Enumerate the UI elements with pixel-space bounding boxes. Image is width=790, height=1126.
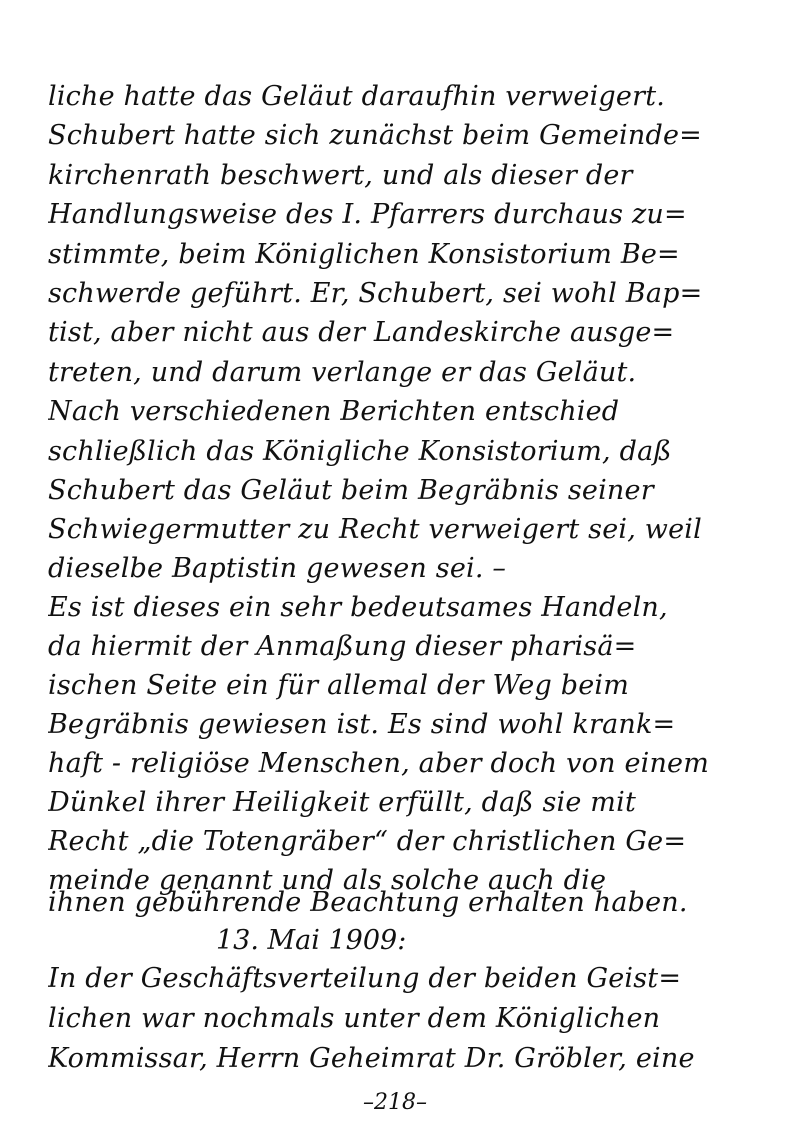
text-line-22: ihnen gebührende Beachtung erhalten haben.: [48, 887, 688, 918]
text-line-16: ischen Seite ein für allemal der Weg beim: [48, 670, 630, 701]
text-line-19: Dünkel ihrer Heiligkeit erfüllt, daß sie mit: [48, 787, 636, 818]
text-line-6: schwerde geführt. Er, Schubert, sei wohl Bap=: [48, 278, 703, 309]
text-line-21: meinde genannt und als solche auch die: [48, 865, 607, 896]
text-line-1: liche hatte das Geläut daraufhin verweigert.: [48, 81, 666, 112]
text-line-11: Schubert das Geläut beim Begräbnis seiner: [48, 475, 654, 506]
date-heading: 13. Mai 1909:: [216, 925, 407, 956]
text-line-15: da hiermit der Anmaßung dieser pharisä=: [48, 631, 637, 662]
text-line-13: dieselbe Baptistin gewesen sei. –: [48, 553, 507, 584]
text-line-8: treten, und darum verlange er das Geläut.: [48, 357, 637, 388]
text-line-17: Begräbnis gewiesen ist. Es sind wohl krank=: [48, 709, 676, 740]
text-line-3: kirchenrath beschwert, und als dieser der: [48, 160, 633, 191]
text-line-7: tist, aber nicht aus der Landeskirche ausge=: [48, 317, 675, 348]
page-number: –218–: [363, 1090, 427, 1115]
text-line-9: Nach verschiedenen Berichten entschied: [48, 396, 620, 427]
text-line-24: lichen war nochmals unter dem Königlichen: [48, 1003, 661, 1034]
text-line-2: Schubert hatte sich zunächst beim Gemeinde=: [48, 120, 702, 151]
text-line-4: Handlungsweise des I. Pfarrers durchaus zu=: [48, 199, 687, 230]
text-line-25: Kommissar, Herrn Geheimrat Dr. Gröbler, eine: [48, 1043, 695, 1074]
text-line-23: In der Geschäftsverteilung der beiden Geist=: [48, 963, 682, 994]
text-line-5: stimmte, beim Königlichen Konsistorium Be=: [48, 239, 680, 270]
text-line-20: Recht „die Totengräber“ der christlichen Ge=: [48, 826, 687, 857]
text-line-10: schließlich das Königliche Konsistorium, daß: [48, 436, 672, 467]
text-line-12: Schwiegermutter zu Recht verweigert sei, weil: [48, 514, 702, 545]
text-line-14: Es ist dieses ein sehr bedeutsames Handeln,: [48, 592, 668, 623]
text-line-18: haft - religiöse Menschen, aber doch von einem: [48, 748, 710, 779]
